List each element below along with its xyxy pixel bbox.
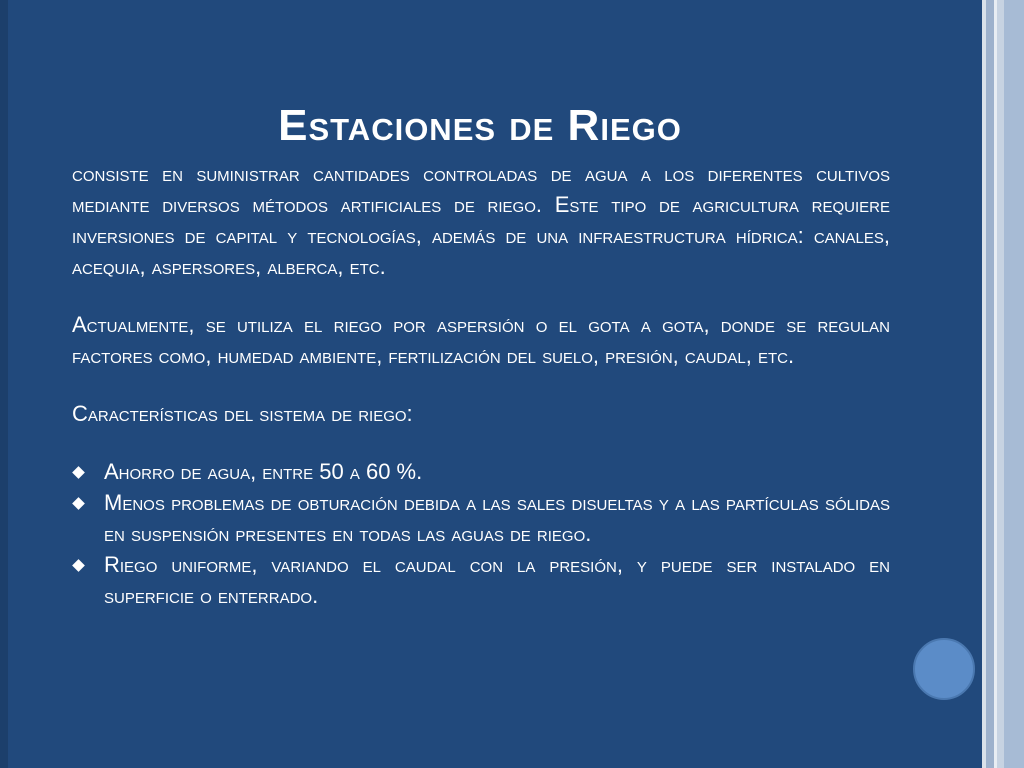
- list-item-text: Ahorro de agua, entre 50 a 60 %.: [104, 459, 423, 484]
- decorative-stripe: [986, 0, 994, 768]
- left-border: [0, 0, 8, 768]
- characteristics-list: [72, 456, 890, 611]
- diamond-bullet-icon: [72, 559, 85, 572]
- diamond-bullet-icon: [72, 466, 85, 479]
- decorative-stripe: [997, 0, 1004, 768]
- current-methods-paragraph: Actualmente, se utiliza el riego por aspersión o el gota a gota, donde se regulan factores como, humedad ambiente, fertilización del suelo, presión, caudal, etc.: [72, 312, 890, 368]
- diamond-bullet-icon: [72, 497, 85, 510]
- list-item-text: Riego uniforme, variando el caudal con la presión, y puede ser instalado en superficie o enterrado.: [104, 552, 890, 608]
- intro-paragraph: consiste en suministrar cantidades controladas de agua a los diferentes cultivos mediante diversos métodos artificiales de riego. Este tipo de agricultura requiere inversiones de capital y tecnologías, además de una infraestructura hídrica: canales, acequia, aspersores, alberca, etc.: [72, 161, 890, 279]
- list-item-text: Menos problemas de obturación debida a las sales disueltas y a las partículas sólidas en suspensión presentes en todas las aguas de riego.: [104, 490, 890, 546]
- slide-body: [72, 158, 890, 611]
- characteristics-heading: Características del sistema de riego:: [72, 401, 413, 426]
- slide-title: Estaciones de Riego: [278, 101, 682, 151]
- list-item: [72, 456, 890, 487]
- list-item: [72, 487, 890, 549]
- list-item: [72, 549, 890, 611]
- decorative-circle: [913, 638, 975, 700]
- decorative-stripe: [1004, 0, 1024, 768]
